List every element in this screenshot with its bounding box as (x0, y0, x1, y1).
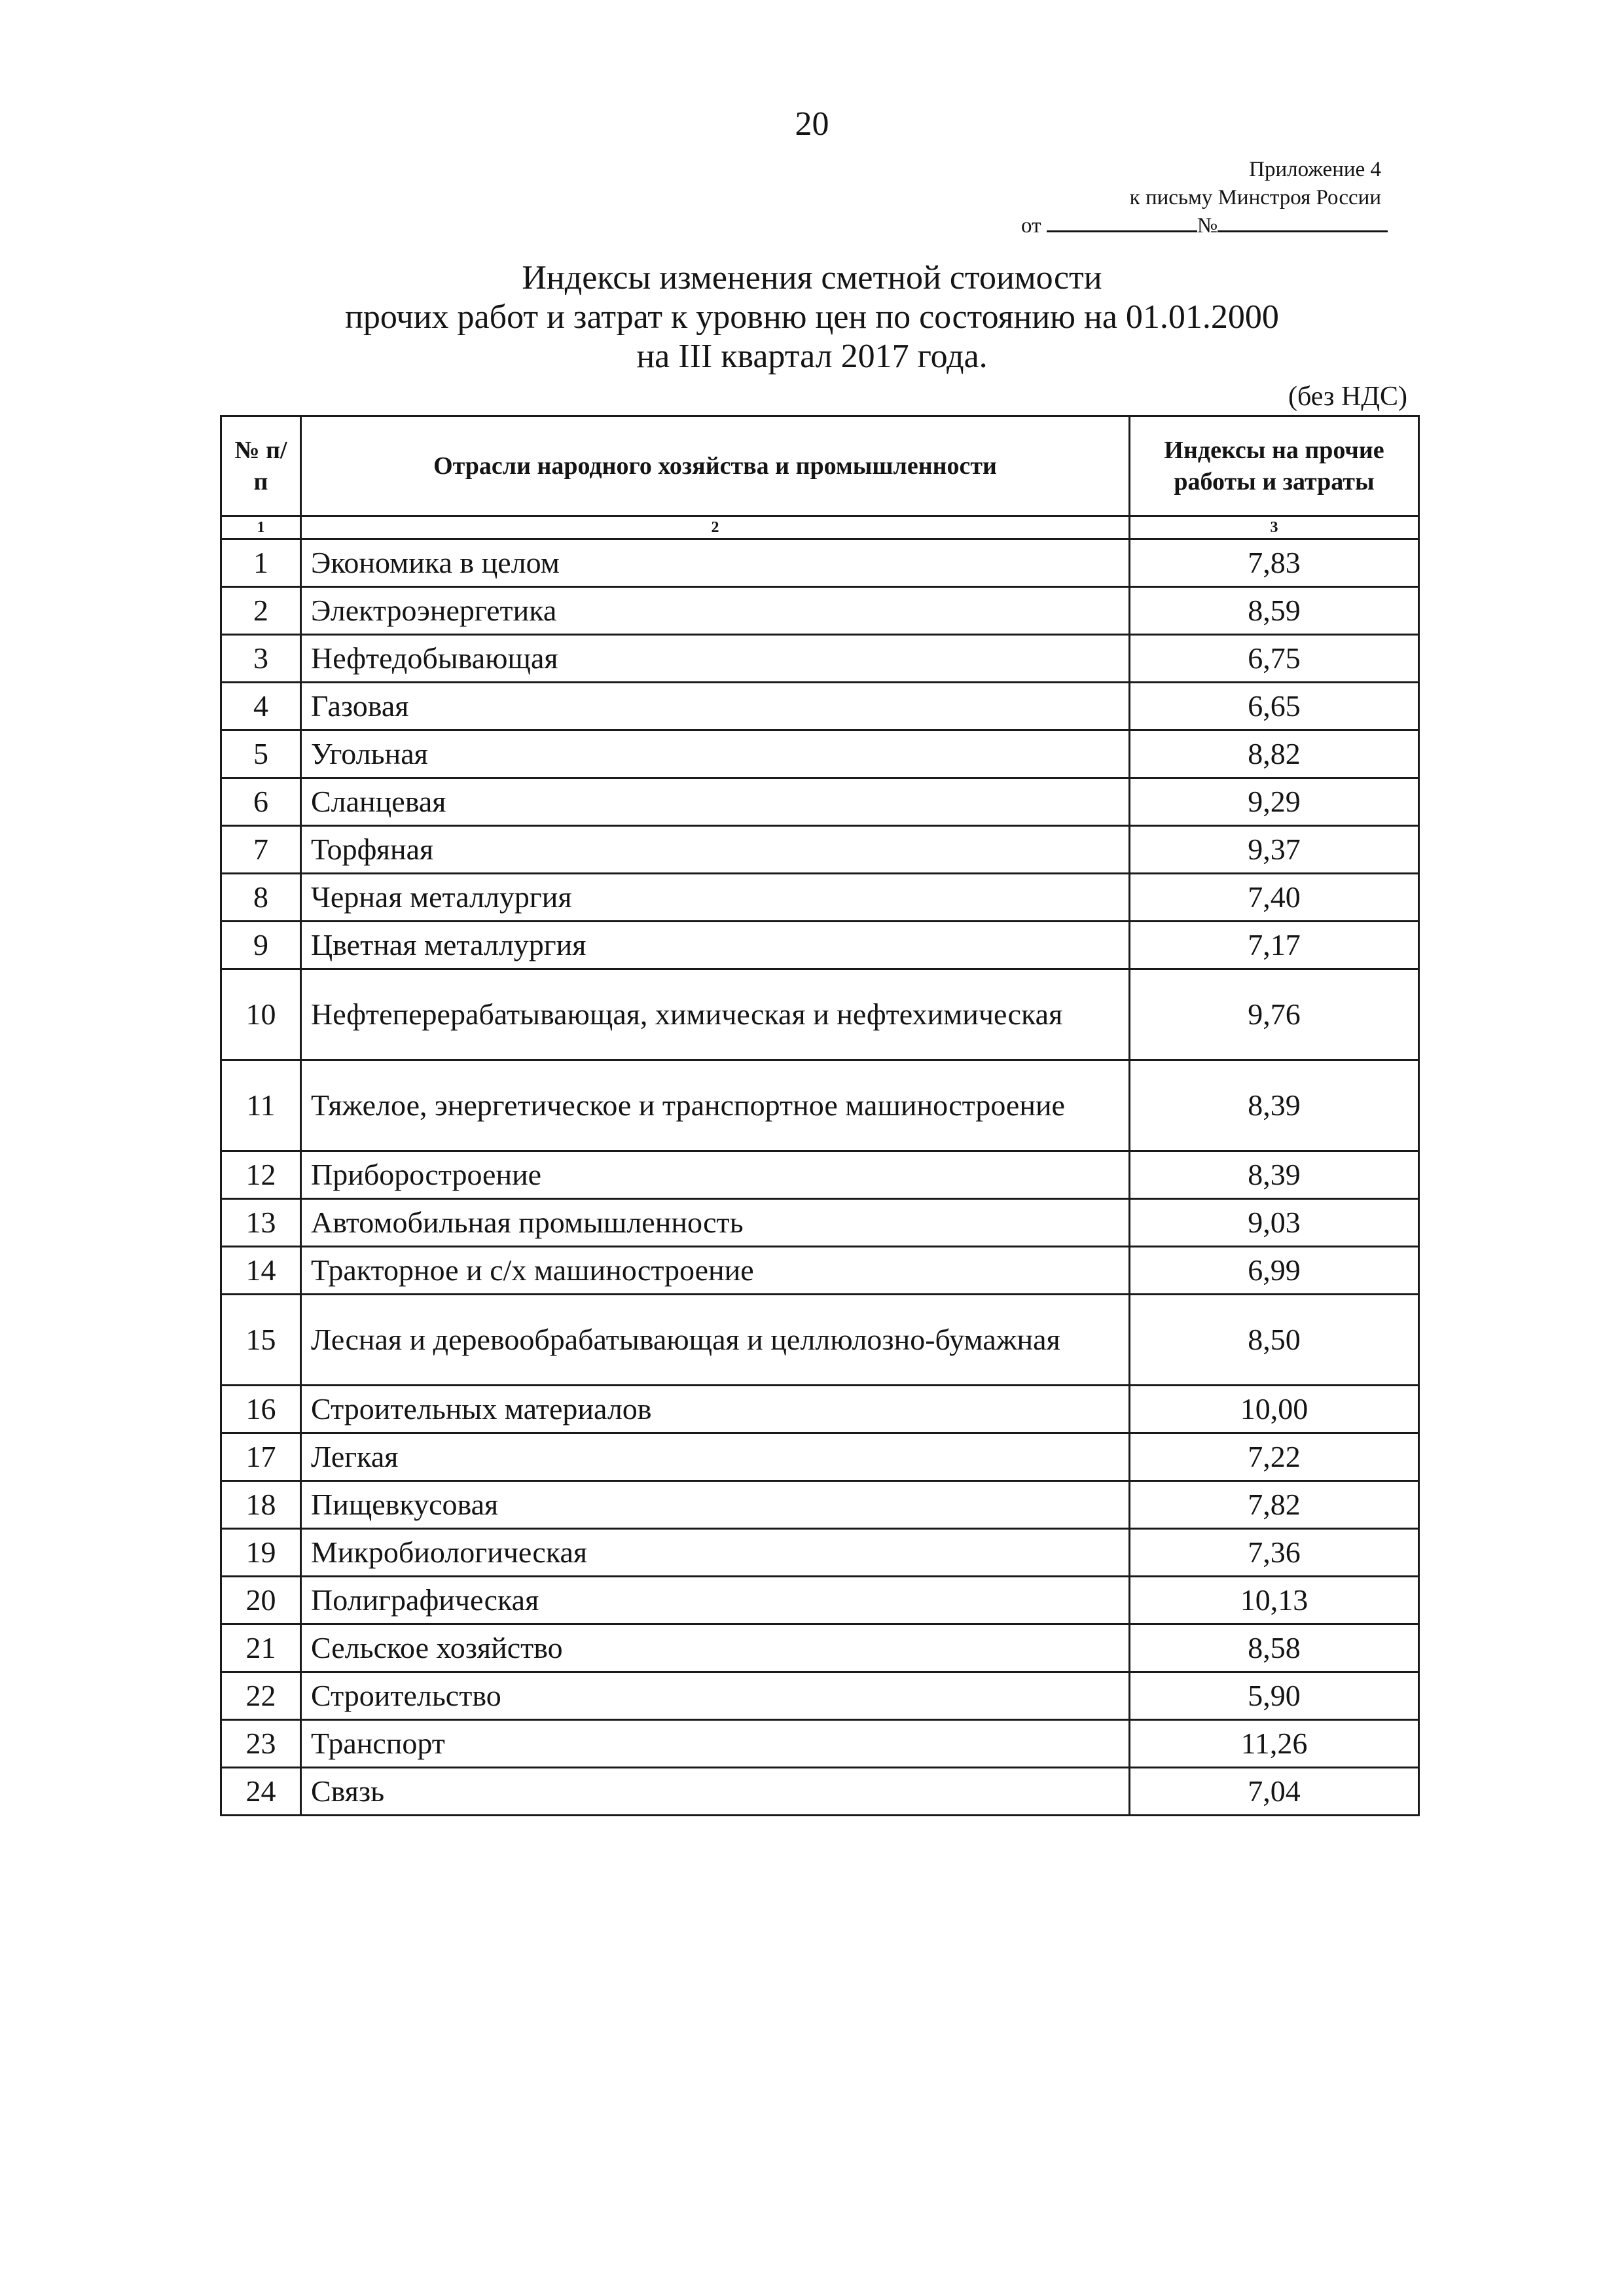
industry-name: Микробиологическая (301, 1529, 1130, 1577)
industry-name: Тяжелое, энергетическое и транспортное машиностроение (301, 1060, 1130, 1151)
table-row (221, 1481, 1419, 1529)
industry-name: Торфяная (301, 826, 1130, 874)
index-value: 9,03 (1130, 1199, 1419, 1247)
row-number: 6 (221, 778, 301, 826)
table-row (221, 826, 1419, 874)
row-number: 21 (221, 1624, 301, 1672)
appendix-letter-ref: к письму Минстроя России (1129, 186, 1381, 209)
index-value: 7,17 (1130, 922, 1419, 969)
row-number: 17 (221, 1433, 301, 1481)
row-number: 18 (221, 1481, 301, 1529)
column-number: 2 (301, 516, 1130, 539)
index-value: 9,76 (1130, 969, 1419, 1060)
title-line-2: прочих работ и затрат к уровню цен по состоянию на 01.01.2000 (345, 298, 1279, 336)
industry-name: Экономика в целом (301, 539, 1130, 587)
indices-table (220, 415, 1420, 1816)
row-number: 4 (221, 683, 301, 730)
number-blank-line (1218, 211, 1388, 232)
index-value: 10,13 (1130, 1577, 1419, 1624)
row-number: 9 (221, 922, 301, 969)
table-body (221, 539, 1419, 1816)
appendix-title: Приложение 4 (1249, 158, 1381, 181)
industry-name: Газовая (301, 683, 1130, 730)
title-line-3: на III квартал 2017 года. (636, 338, 988, 375)
row-number: 16 (221, 1386, 301, 1433)
table-row (221, 874, 1419, 922)
table-row (221, 1720, 1419, 1768)
table-row (221, 1672, 1419, 1720)
index-value: 7,40 (1130, 874, 1419, 922)
document-title (0, 259, 1624, 376)
index-value: 6,99 (1130, 1247, 1419, 1295)
column-number: 3 (1130, 516, 1419, 539)
index-value: 9,37 (1130, 826, 1419, 874)
industry-name: Полиграфическая (301, 1577, 1130, 1624)
index-value: 11,26 (1130, 1720, 1419, 1768)
row-number: 13 (221, 1199, 301, 1247)
row-number: 12 (221, 1151, 301, 1199)
industry-name: Автомобильная промышленность (301, 1199, 1130, 1247)
table-row (221, 730, 1419, 778)
row-number: 7 (221, 826, 301, 874)
table-row (221, 969, 1419, 1060)
index-value: 7,36 (1130, 1529, 1419, 1577)
table-row (221, 1768, 1419, 1816)
industry-name: Приборостроение (301, 1151, 1130, 1199)
industry-name: Тракторное и с/х машиностроение (301, 1247, 1130, 1295)
industry-name: Нефтедобывающая (301, 635, 1130, 683)
industry-name: Строительство (301, 1672, 1130, 1720)
table-row (221, 1386, 1419, 1433)
table-row (221, 1624, 1419, 1672)
header-index: Индексы на прочие работы и затраты (1130, 416, 1419, 516)
row-number: 14 (221, 1247, 301, 1295)
table-row (221, 1151, 1419, 1199)
table-row (221, 1060, 1419, 1151)
appendix-date-number-line (1021, 211, 1388, 240)
from-label: от (1021, 214, 1041, 238)
table-row (221, 1529, 1419, 1577)
row-number: 23 (221, 1720, 301, 1768)
row-number: 24 (221, 1768, 301, 1816)
index-value: 7,82 (1130, 1481, 1419, 1529)
table-row (221, 539, 1419, 587)
date-blank-line (1047, 211, 1197, 232)
page-number: 20 (795, 105, 829, 143)
index-value: 8,39 (1130, 1060, 1419, 1151)
row-number: 15 (221, 1295, 301, 1386)
index-value: 10,00 (1130, 1386, 1419, 1433)
table-row (221, 922, 1419, 969)
industry-name: Лесная и деревообрабатывающая и целлюлозно-бумажная (301, 1295, 1130, 1386)
industry-name: Сельское хозяйство (301, 1624, 1130, 1672)
index-value: 8,59 (1130, 587, 1419, 635)
column-numbers-row (221, 516, 1419, 539)
industry-name: Нефтеперерабатывающая, химическая и нефтехимическая (301, 969, 1130, 1060)
row-number: 3 (221, 635, 301, 683)
vat-note: (без НДС) (1288, 382, 1407, 412)
table-row (221, 635, 1419, 683)
row-number: 8 (221, 874, 301, 922)
index-value: 9,29 (1130, 778, 1419, 826)
appendix-block (982, 156, 1381, 212)
row-number: 1 (221, 539, 301, 587)
row-number: 20 (221, 1577, 301, 1624)
table-row (221, 778, 1419, 826)
table-row (221, 1577, 1419, 1624)
index-value: 6,75 (1130, 635, 1419, 683)
index-value: 8,50 (1130, 1295, 1419, 1386)
index-value: 8,58 (1130, 1624, 1419, 1672)
industry-name: Цветная металлургия (301, 922, 1130, 969)
index-value: 7,04 (1130, 1768, 1419, 1816)
industry-name: Строительных материалов (301, 1386, 1130, 1433)
table-row (221, 587, 1419, 635)
industry-name: Связь (301, 1768, 1130, 1816)
industry-name: Сланцевая (301, 778, 1130, 826)
row-number: 10 (221, 969, 301, 1060)
number-label: № (1197, 214, 1218, 238)
table-row (221, 1295, 1419, 1386)
table-row (221, 1199, 1419, 1247)
row-number: 2 (221, 587, 301, 635)
title-line-1: Индексы изменения сметной стоимости (522, 259, 1102, 296)
index-value: 7,22 (1130, 1433, 1419, 1481)
header-industry: Отрасли народного хозяйства и промышленности (301, 416, 1130, 516)
row-number: 22 (221, 1672, 301, 1720)
industry-name: Угольная (301, 730, 1130, 778)
index-value: 6,65 (1130, 683, 1419, 730)
industry-name: Легкая (301, 1433, 1130, 1481)
row-number: 5 (221, 730, 301, 778)
table-row (221, 1433, 1419, 1481)
index-value: 7,83 (1130, 539, 1419, 587)
industry-name: Черная металлургия (301, 874, 1130, 922)
industry-name: Транспорт (301, 1720, 1130, 1768)
table-header-row (221, 416, 1419, 516)
column-number: 1 (221, 516, 301, 539)
table-row (221, 683, 1419, 730)
index-value: 8,39 (1130, 1151, 1419, 1199)
index-value: 5,90 (1130, 1672, 1419, 1720)
row-number: 19 (221, 1529, 301, 1577)
row-number: 11 (221, 1060, 301, 1151)
table-row (221, 1247, 1419, 1295)
header-number: № п/п (221, 416, 301, 516)
index-value: 8,82 (1130, 730, 1419, 778)
industry-name: Электроэнергетика (301, 587, 1130, 635)
industry-name: Пищевкусовая (301, 1481, 1130, 1529)
